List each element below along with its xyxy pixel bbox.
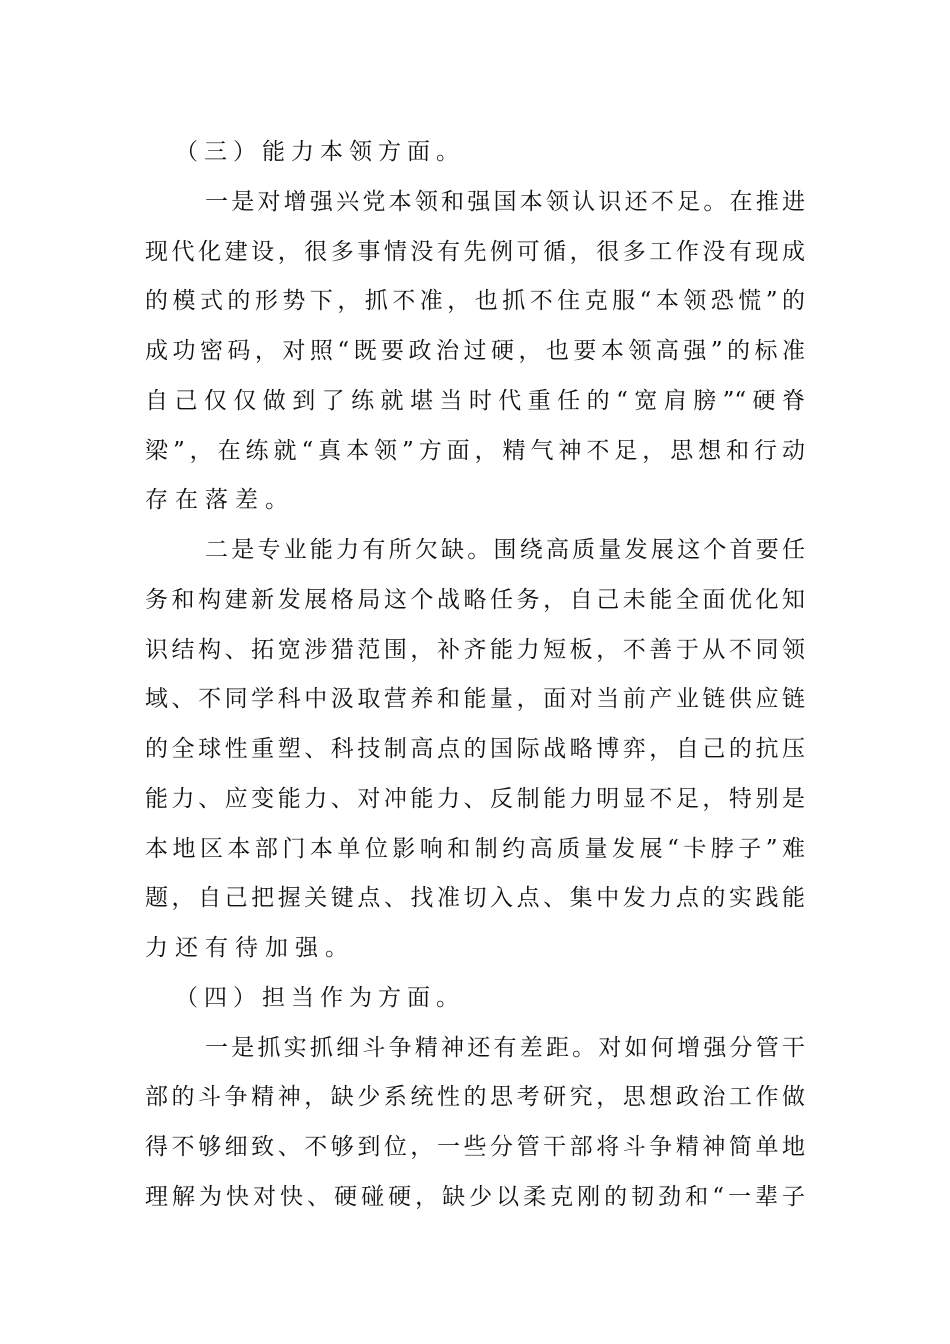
paragraph-line: 域、不同学科中汲取营养和能量，面对当前产业链供应链 bbox=[145, 686, 805, 713]
paragraph-line: 自己仅仅做到了练就堪当时代重任的“宽肩膀”“硬脊 bbox=[145, 387, 805, 414]
paragraph-line: 一是抓实抓细斗争精神还有差距。对如何增强分管干 bbox=[205, 1034, 805, 1061]
paragraph-line: 现代化建设，很多事情没有先例可循，很多工作没有现成 bbox=[145, 238, 805, 265]
paragraph-line: 务和构建新发展格局这个战略任务，自己未能全面优化知 bbox=[145, 586, 805, 613]
section-heading: （三）能力本领方面。 bbox=[175, 139, 465, 165]
paragraph-line: 题，自己把握关键点、找准切入点、集中发力点的实践能 bbox=[145, 885, 805, 912]
paragraph-line: 能力、应变能力、对冲能力、反制能力明显不足，特别是 bbox=[145, 785, 805, 812]
paragraph-line: 二是专业能力有所欠缺。围绕高质量发展这个首要任 bbox=[205, 537, 805, 563]
section-heading: （四）担当作为方面。 bbox=[175, 984, 465, 1011]
paragraph-line: 存在落差。 bbox=[145, 487, 295, 514]
paragraph-line: 部的斗争精神，缺少系统性的思考研究，思想政治工作做 bbox=[145, 1084, 805, 1111]
paragraph-line: 本地区本部门本单位影响和制约高质量发展“卡脖子”难 bbox=[145, 835, 805, 862]
paragraph-line: 得不够细致、不够到位，一些分管干部将斗争精神简单地 bbox=[145, 1134, 805, 1160]
paragraph-line: 的模式的形势下，抓不准，也抓不住克服“本领恐慌”的 bbox=[145, 288, 805, 315]
paragraph-line: 成功密码，对照“既要政治过硬，也要本领高强”的标准 bbox=[145, 338, 805, 364]
document-page bbox=[145, 128, 805, 1223]
paragraph-line: 力还有待加强。 bbox=[145, 935, 355, 961]
paragraph-line: 梁”，在练就“真本领”方面，精气神不足，思想和行动 bbox=[145, 437, 805, 464]
paragraph-line: 一是对增强兴党本领和强国本领认识还不足。在推进 bbox=[205, 188, 805, 215]
paragraph-line: 识结构、拓宽涉猎范围，补齐能力短板，不善于从不同领 bbox=[145, 636, 805, 663]
paragraph-line: 的全球性重塑、科技制高点的国际战略博弈，自己的抗压 bbox=[145, 736, 805, 762]
paragraph-line: 理解为快对快、硬碰硬，缺少以柔克刚的韧劲和“一辈子 bbox=[145, 1183, 805, 1210]
